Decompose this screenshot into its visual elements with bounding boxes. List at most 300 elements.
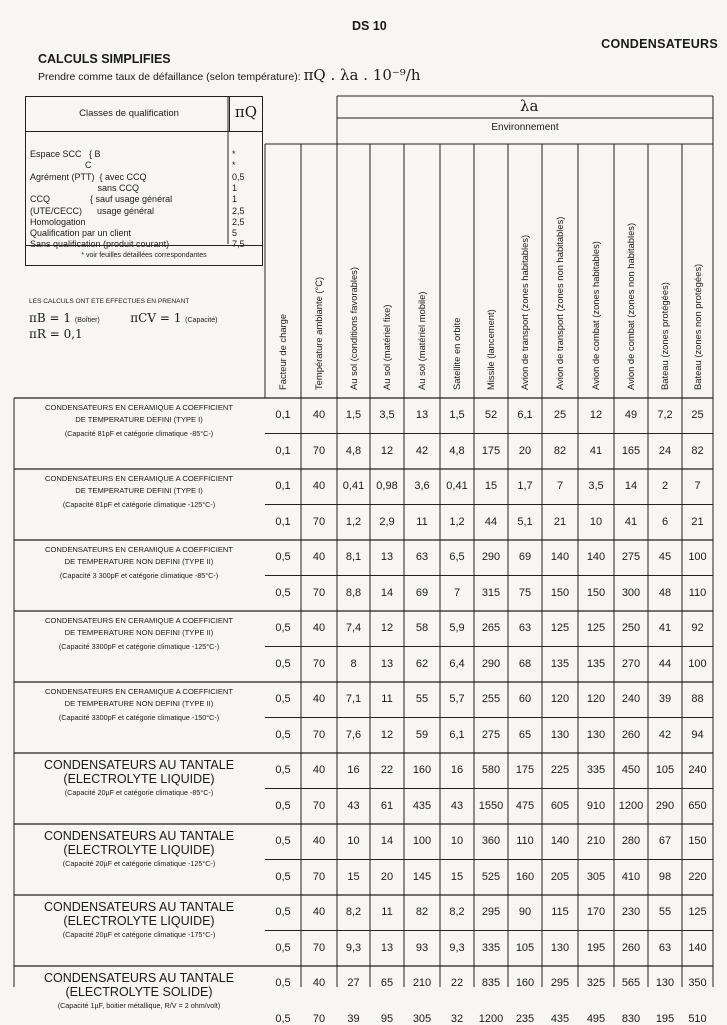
table-cell: 0,5 xyxy=(275,622,291,634)
table-cell: 220 xyxy=(688,870,707,883)
group-sub-label: (Capacité 3300pF et catégorie climatique -150°C-) xyxy=(58,713,220,722)
table-cell: 275 xyxy=(621,551,641,563)
table-cell: 25 xyxy=(691,409,704,421)
pi-cv: πCV = 1 xyxy=(130,311,182,325)
table-cell: 0,5 xyxy=(275,941,291,954)
column-header: Au sol (matériel mobile) xyxy=(416,291,427,390)
table-cell: 290 xyxy=(481,551,501,563)
table-cell: 44 xyxy=(484,515,498,528)
table-cell: 175 xyxy=(481,444,501,457)
table-cell: 145 xyxy=(412,870,432,883)
table-cell: 32 xyxy=(450,1012,464,1025)
table-cell: 1550 xyxy=(478,799,504,812)
group-sub-label: (Capacité 3300pF et catégorie climatique -125°C-) xyxy=(58,642,220,651)
table-cell: 210 xyxy=(412,977,432,989)
table-cell: 63 xyxy=(658,941,672,954)
table-cell: 25 xyxy=(553,409,567,421)
table-cell: 40 xyxy=(312,835,326,847)
table-cell: 0,5 xyxy=(275,799,291,812)
table-cell: 325 xyxy=(586,977,606,989)
table-cell: 100 xyxy=(688,657,707,670)
qualification-label: Espace SCC { B xyxy=(30,149,101,159)
table-cell: 59 xyxy=(415,728,429,741)
table-cell: 65 xyxy=(380,977,394,989)
table-cell: 125 xyxy=(550,622,570,634)
table-cell: 40 xyxy=(312,906,326,918)
table-cell: 58 xyxy=(415,622,429,634)
table-cell: 15 xyxy=(347,870,360,883)
table-cell: 13 xyxy=(380,657,394,670)
table-cell: 1,5 xyxy=(449,409,465,421)
table-cell: 7 xyxy=(556,480,564,492)
table-cell: 42 xyxy=(415,444,429,457)
table-cell: 350 xyxy=(688,977,707,989)
table-cell: 41 xyxy=(658,622,672,634)
group-sub-label: (Capacité 81pF et catégorie climatique -85°C-) xyxy=(64,429,214,438)
table-cell: 8,2 xyxy=(345,906,362,918)
table-cell: 40 xyxy=(312,622,326,634)
table-cell: 3,6 xyxy=(414,480,430,492)
table-cell: 8,8 xyxy=(345,586,362,599)
group-label: CONDENSATEURS AU TANTALE xyxy=(43,829,235,843)
group-sub-label: (Capacité 1µF, boitier métallique, R/V = 2 ohm/volt) xyxy=(57,1001,221,1010)
column-header: Bateau (zones protégées) xyxy=(659,282,670,390)
table-cell: 12 xyxy=(589,409,603,421)
qualification-value: 2,5 xyxy=(232,216,245,227)
table-cell: 70 xyxy=(312,941,326,954)
group-sub-label: (Capacité 81pF et catégorie climatique -125°C-) xyxy=(62,500,216,509)
table-cell: 10 xyxy=(450,835,464,847)
table-cell: 43 xyxy=(347,799,360,812)
table-cell: 300 xyxy=(621,586,641,599)
table-cell: 0,1 xyxy=(275,409,291,421)
table-cell: 0,1 xyxy=(275,480,291,492)
group-label: CONDENSATEURS EN CERAMIQUE A COEFFICIENT xyxy=(44,616,234,625)
table-cell: 210 xyxy=(586,835,606,847)
table-cell: 205 xyxy=(550,870,570,883)
table-cell: 70 xyxy=(312,515,326,528)
table-cell: 15 xyxy=(484,480,498,492)
table-cell: 22 xyxy=(450,977,464,989)
qualification-value: * xyxy=(232,160,236,171)
group-label: DE TEMPERATURE DEFINI (TYPE I) xyxy=(75,415,203,424)
table-cell: 13 xyxy=(380,551,394,563)
qualification-value: 1 xyxy=(232,194,238,205)
table-cell: 82 xyxy=(553,444,567,457)
table-cell: 7,1 xyxy=(345,693,362,705)
table-cell: 140 xyxy=(550,835,570,847)
table-cell: 82 xyxy=(415,906,429,918)
table-cell: 140 xyxy=(550,551,570,563)
table-cell: 130 xyxy=(550,728,570,741)
table-cell: 1200 xyxy=(618,799,644,812)
table-cell: 650 xyxy=(688,799,707,812)
table-cell: 0,5 xyxy=(275,693,291,705)
table-cell: 52 xyxy=(484,409,498,421)
table-cell: 270 xyxy=(621,657,641,670)
group-label: (ELECTROLYTE SOLIDE) xyxy=(65,985,213,999)
table-cell: 12 xyxy=(380,444,394,457)
table-cell: 275 xyxy=(481,728,501,741)
table-cell: 580 xyxy=(481,764,501,776)
group-label: CONDENSATEURS AU TANTALE xyxy=(43,758,235,772)
table-cell: 475 xyxy=(515,799,535,812)
table-cell: 21 xyxy=(691,515,704,528)
column-header: Température ambiante (°C) xyxy=(313,276,324,390)
table-cell: 0,1 xyxy=(275,444,291,457)
table-cell: 8,1 xyxy=(345,551,362,563)
table-cell: 295 xyxy=(481,906,501,918)
qualification-value: 1 xyxy=(232,182,238,193)
group-label: DE TEMPERATURE NON DEFINI (TYPE II) xyxy=(64,699,214,708)
table-cell: 6,5 xyxy=(449,551,465,563)
qualification-label: sans CCQ xyxy=(30,182,140,193)
column-header: Missile (lancement) xyxy=(485,309,496,390)
table-cell: 27 xyxy=(347,977,360,989)
table-cell: 24 xyxy=(658,444,672,457)
table-cell: 0,5 xyxy=(275,977,291,989)
table-cell: 195 xyxy=(655,1012,675,1025)
group-sub-label: (Capacité 20µF et catégorie climatique -125°C-) xyxy=(62,859,216,868)
table-cell: 0,5 xyxy=(275,906,291,918)
lambda-header: λa xyxy=(520,97,539,115)
table-cell: 2 xyxy=(661,480,669,492)
qualification-label: (UTE/CECC) usage général xyxy=(30,205,155,216)
table-cell: 910 xyxy=(586,799,606,812)
table-cell: 115 xyxy=(551,906,569,918)
table-cell: 63 xyxy=(518,622,532,634)
table-cell: 6,1 xyxy=(517,409,533,421)
group-sub-label: (Capacité 3 300pF et catégorie climatique -85°C-) xyxy=(59,571,219,580)
table-cell: 235 xyxy=(515,1012,535,1025)
table-cell: 125 xyxy=(688,906,707,918)
table-cell: 14 xyxy=(624,480,638,492)
table-cell: 20 xyxy=(380,870,394,883)
group-label: CONDENSATEURS EN CERAMIQUE A COEFFICIENT xyxy=(44,474,234,483)
table-cell: 7,6 xyxy=(345,728,362,741)
table-cell: 835 xyxy=(481,977,501,989)
pi-cv-note: (Capacité) xyxy=(185,317,218,324)
table-cell: 14 xyxy=(380,835,394,847)
table-cell: 315 xyxy=(481,586,501,599)
table-cell: 565 xyxy=(621,977,641,989)
table-cell: 88 xyxy=(691,693,704,705)
table-cell: 290 xyxy=(481,657,501,670)
table-cell: 11 xyxy=(416,515,428,528)
table-cell: 48 xyxy=(658,586,672,599)
table-cell: 0,5 xyxy=(275,835,291,847)
table-cell: 255 xyxy=(481,693,501,705)
table-cell: 94 xyxy=(691,728,704,741)
table-cell: 1,7 xyxy=(517,480,533,492)
table-cell: 41 xyxy=(624,515,638,528)
group-label: (ELECTROLYTE LIQUIDE) xyxy=(63,914,215,928)
table-cell: 1,5 xyxy=(345,409,362,421)
table-cell: 150 xyxy=(550,586,570,599)
table-cell: 0,41 xyxy=(446,480,468,492)
table-cell: 100 xyxy=(412,835,432,847)
table-cell: 55 xyxy=(415,693,429,705)
qualification-value: 5 xyxy=(232,228,238,239)
table-cell: 160 xyxy=(515,870,535,883)
group-label: CONDENSATEURS EN CERAMIQUE A COEFFICIENT xyxy=(44,545,234,554)
table-cell: 67 xyxy=(658,835,672,847)
environment-header: Environnement xyxy=(491,122,559,133)
table-cell: 40 xyxy=(312,551,326,563)
table-cell: 12 xyxy=(380,728,394,741)
table-cell: 41 xyxy=(589,444,603,457)
table-cell: 435 xyxy=(412,799,432,812)
table-cell: 6,1 xyxy=(449,728,465,741)
table-cell: 4,8 xyxy=(345,444,362,457)
document-category: CONDENSATEURS xyxy=(601,37,718,51)
qualification-label: CCQ { sauf usage général xyxy=(30,194,173,205)
table-cell: 170 xyxy=(586,906,606,918)
table-cell: 280 xyxy=(621,835,641,847)
column-header: Avion de combat (zones habitables) xyxy=(590,241,601,390)
table-cell: 16 xyxy=(347,764,360,776)
table-cell: 16 xyxy=(450,764,464,776)
table-cell: 105 xyxy=(515,941,535,954)
table-cell: 1,2 xyxy=(449,515,465,528)
table-cell: 90 xyxy=(518,906,532,918)
table-cell: 75 xyxy=(518,586,532,599)
table-cell: 13 xyxy=(415,409,429,421)
table-cell: 0,5 xyxy=(275,657,291,670)
table-cell: 6,4 xyxy=(449,657,465,670)
qualification-value: 7,5 xyxy=(232,239,245,250)
qualification-label: Sans qualification (produit courant) xyxy=(30,239,170,250)
qualification-label: C xyxy=(30,160,92,171)
table-cell: 125 xyxy=(586,622,606,634)
table-cell: 0,5 xyxy=(275,1012,291,1025)
document-title: CALCULS SIMPLIFIES xyxy=(38,52,171,66)
table-cell: 175 xyxy=(515,764,535,776)
table-cell: 40 xyxy=(312,480,326,492)
table-cell: 305 xyxy=(412,1012,432,1025)
table-cell: 230 xyxy=(621,906,641,918)
table-cell: 0,41 xyxy=(342,480,365,492)
table-cell: 70 xyxy=(312,1012,326,1025)
group-label: CONDENSATEURS EN CERAMIQUE A COEFFICIENT xyxy=(44,687,234,696)
table-cell: 150 xyxy=(688,835,707,847)
table-cell: 10 xyxy=(589,515,603,528)
table-cell: 70 xyxy=(312,799,326,812)
table-cell: 93 xyxy=(415,941,429,954)
column-header: Facteur de charge xyxy=(277,313,288,390)
group-label: CONDENSATEURS AU TANTALE xyxy=(43,971,235,985)
group-sub-label: (Capacité 20µF et catégorie climatique -85°C-) xyxy=(64,788,214,797)
qualification-value: 0,5 xyxy=(232,171,245,182)
table-cell: 360 xyxy=(481,835,501,847)
table-cell: 250 xyxy=(621,622,641,634)
group-label: DE TEMPERATURE NON DEFINI (TYPE II) xyxy=(64,557,214,566)
table-cell: 120 xyxy=(586,693,606,705)
table-cell: 135 xyxy=(550,657,570,670)
column-header: Bateau (zones non protégées) xyxy=(691,263,703,390)
table-cell: 60 xyxy=(518,693,532,705)
group-label: CONDENSATEURS EN CERAMIQUE A COEFFICIENT xyxy=(44,403,234,412)
table-cell: 7 xyxy=(453,586,461,599)
table-cell: 40 xyxy=(312,764,326,776)
table-cell: 45 xyxy=(658,551,672,563)
column-header: Avion de transport (zones non habitables) xyxy=(554,216,565,390)
table-cell: 9,3 xyxy=(449,941,465,954)
table-cell: 8 xyxy=(350,657,357,670)
table-cell: 11 xyxy=(381,906,393,918)
table-cell: 15 xyxy=(450,870,464,883)
table-cell: 5,1 xyxy=(517,515,533,528)
table-cell: 39 xyxy=(347,1012,360,1025)
table-cell: 0,5 xyxy=(275,551,291,563)
column-header: Au sol (matériel fixe) xyxy=(381,304,392,390)
table-cell: 21 xyxy=(553,515,567,528)
table-cell: 450 xyxy=(621,764,641,776)
table-cell: 9,3 xyxy=(345,941,362,954)
qualification-note: * voir feuilles détaillées correspondantes xyxy=(26,245,262,266)
table-cell: 830 xyxy=(621,1012,641,1025)
group-sub-label: (Capacité 20µF et catégorie climatique -175°C-) xyxy=(62,930,216,939)
table-cell: 2,9 xyxy=(379,515,395,528)
table-cell: 62 xyxy=(415,657,429,670)
group-label: DE TEMPERATURE DEFINI (TYPE I) xyxy=(75,486,203,495)
table-cell: 63 xyxy=(415,551,429,563)
table-cell: 335 xyxy=(586,764,606,776)
column-header: Satellite en orbite xyxy=(451,317,462,390)
table-cell: 410 xyxy=(621,870,641,883)
formula: πQ . λa . 10⁻⁹/h xyxy=(303,66,421,84)
table-cell: 49 xyxy=(624,409,638,421)
qualification-value: 2,5 xyxy=(232,205,245,216)
table-cell: 295 xyxy=(550,977,570,989)
table-cell: 70 xyxy=(312,657,326,670)
table-cell: 70 xyxy=(312,586,326,599)
table-cell: 55 xyxy=(658,906,672,918)
table-cell: 61 xyxy=(380,799,394,812)
table-cell: 3,5 xyxy=(588,480,604,492)
table-cell: 7,2 xyxy=(657,409,673,421)
table-cell: 42 xyxy=(658,728,672,741)
calc-note-title: LES CALCULS ONT ETE EFFECTUES EN PRENANT xyxy=(29,298,190,305)
table-cell: 70 xyxy=(312,444,326,457)
table-cell: 160 xyxy=(515,977,535,989)
table-cell: 130 xyxy=(550,941,570,954)
table-cell: 65 xyxy=(518,728,532,741)
table-cell: 12 xyxy=(380,622,394,634)
table-cell: 7 xyxy=(694,480,701,492)
pi-b-note: (Boîtier) xyxy=(74,317,100,324)
table-cell: 605 xyxy=(550,799,570,812)
group-label: (ELECTROLYTE LIQUIDE) xyxy=(63,772,215,786)
table-cell: 105 xyxy=(655,764,675,776)
table-cell: 0,5 xyxy=(275,870,291,883)
table-cell: 39 xyxy=(658,693,672,705)
table-cell: 40 xyxy=(312,693,326,705)
table-cell: 110 xyxy=(516,835,534,847)
group-label: CONDENSATEURS AU TANTALE xyxy=(43,900,235,914)
table-cell: 8,2 xyxy=(449,906,465,918)
table-cell: 10 xyxy=(347,835,360,847)
qualification-label: Agrément (PTT) { avec CCQ xyxy=(30,171,147,182)
pi-r: πR = 0,1 xyxy=(29,327,83,341)
document-code: DS 10 xyxy=(352,19,387,33)
table-cell: 43 xyxy=(450,799,464,812)
table-cell: 130 xyxy=(586,728,606,741)
table-cell: 98 xyxy=(658,870,672,883)
table-cell: 525 xyxy=(481,870,501,883)
table-cell: 13 xyxy=(380,941,394,954)
table-cell: 100 xyxy=(688,551,707,563)
table-cell: 0,5 xyxy=(275,586,291,599)
table-cell: 0,5 xyxy=(275,728,291,741)
table-cell: 120 xyxy=(550,693,570,705)
table-cell: 305 xyxy=(586,870,606,883)
table-cell: 82 xyxy=(691,444,704,457)
table-cell: 7,4 xyxy=(345,622,362,634)
table-cell: 495 xyxy=(586,1012,606,1025)
table-cell: 3,5 xyxy=(379,409,395,421)
column-header: Au sol (conditions favorables) xyxy=(347,267,359,390)
table-cell: 0,1 xyxy=(275,515,291,528)
table-cell: 265 xyxy=(481,622,501,634)
table-cell: 130 xyxy=(655,977,675,989)
table-cell: 5,9 xyxy=(449,622,465,634)
table-cell: 40 xyxy=(312,977,326,989)
group-label: (ELECTROLYTE LIQUIDE) xyxy=(63,843,215,857)
table-cell: 260 xyxy=(621,941,641,954)
table-cell: 140 xyxy=(586,551,606,563)
table-cell: 110 xyxy=(688,586,707,599)
table-cell: 22 xyxy=(380,764,394,776)
table-cell: 240 xyxy=(621,693,641,705)
table-cell: 435 xyxy=(550,1012,570,1025)
table-cell: 0,98 xyxy=(376,480,398,492)
table-cell: 140 xyxy=(688,941,707,954)
qualification-value: * xyxy=(232,149,236,159)
table-cell: 335 xyxy=(481,941,501,954)
table-cell: 1,2 xyxy=(345,515,362,528)
table-cell: 14 xyxy=(380,586,394,599)
table-cell: 195 xyxy=(586,941,606,954)
table-cell: 240 xyxy=(688,764,707,776)
table-cell: 70 xyxy=(312,870,326,883)
table-cell: 290 xyxy=(655,799,675,812)
column-header: Avion de combat (zones non habitables) xyxy=(625,222,636,390)
qualification-label: Qualification par un client xyxy=(30,228,132,239)
table-cell: 70 xyxy=(312,728,326,741)
table-cell: 44 xyxy=(658,657,672,670)
table-cell: 0,5 xyxy=(275,764,291,776)
table-cell: 135 xyxy=(586,657,606,670)
group-label: DE TEMPERATURE NON DEFINI (TYPE II) xyxy=(64,628,214,637)
table-cell: 68 xyxy=(518,657,532,670)
table-cell: 69 xyxy=(518,551,532,563)
pi-b: πB = 1 xyxy=(29,311,72,325)
table-cell: 510 xyxy=(688,1012,707,1025)
table-cell: 150 xyxy=(586,586,606,599)
table-cell: 95 xyxy=(380,1012,394,1025)
table-cell: 5,7 xyxy=(449,693,465,705)
table-cell: 69 xyxy=(415,586,429,599)
table-cell: 20 xyxy=(518,444,532,457)
table-cell: 11 xyxy=(381,693,393,705)
table-cell: 165 xyxy=(621,444,641,457)
table-cell: 260 xyxy=(621,728,641,741)
table-cell: 1200 xyxy=(478,1012,504,1025)
qualification-label: Homologation xyxy=(30,216,86,227)
table-cell: 4,8 xyxy=(449,444,465,457)
column-header: Avion de transport (zones habitables) xyxy=(519,234,530,390)
